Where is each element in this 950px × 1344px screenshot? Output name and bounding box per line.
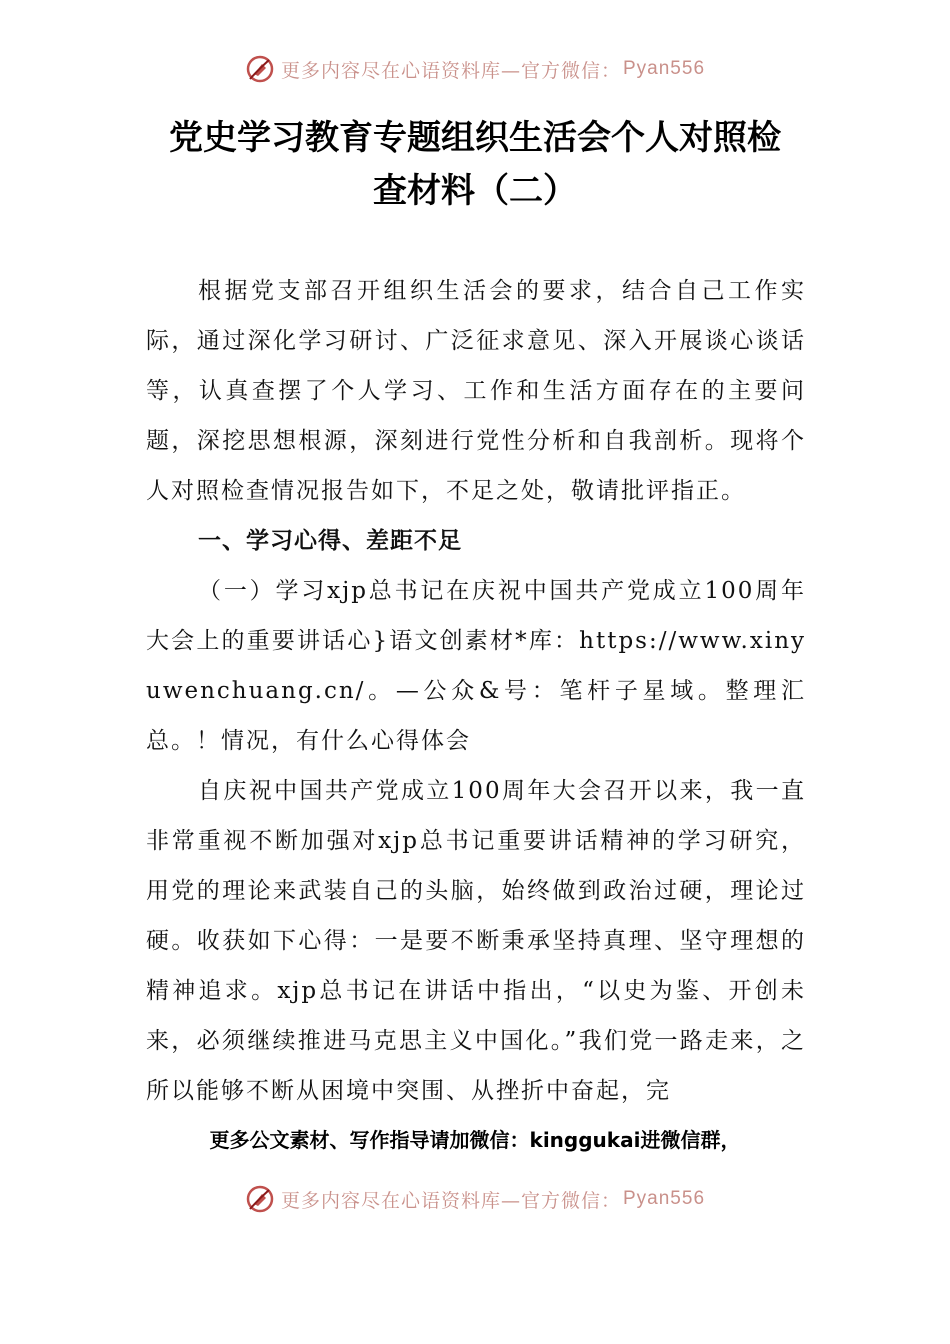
watermark-wechat-id: Pyan556 — [623, 58, 706, 79]
promo-banner: 更多公文素材、写作指导请加微信：kinggukai进微信群， — [209, 1128, 741, 1152]
watermark-wechat-id: Pyan556 — [623, 1188, 706, 1209]
watermark-header — [0, 54, 950, 84]
subsection-heading-1: （一）学习xjp总书记在庆祝中国共产党成立100周年大会上的重要讲话心}语文创素材*库：https://www.xinyuwenchuang.cn/。—公众&号：笔杆子星域。整理汇总。！情况，有什么心得体会 — [146, 578, 806, 754]
brand-logo-icon — [245, 54, 275, 84]
title-line-2: 查材料（二） — [373, 171, 577, 211]
brand-logo-icon — [245, 1184, 275, 1214]
watermark-text: 更多内容尽在心语资料库—官方微信： — [280, 59, 621, 82]
watermark-text: 更多内容尽在心语资料库—官方微信： — [280, 1189, 621, 1212]
document-body — [146, 266, 806, 1116]
intro-paragraph: 根据党支部召开组织生活会的要求，结合自己工作实际，通过深化学习研讨、广泛征求意见、深入开展谈心谈话等，认真查摆了个人学习、工作和生活方面存在的主要问题，深挖思想根源，深刻进行党性分析和自我剖析。现将个人对照检查情况报告如下，不足之处，敬请批评指正。 — [146, 278, 806, 504]
section-heading-1: 一、学习心得、差距不足 — [198, 528, 462, 554]
body-paragraph-2: 自庆祝中国共产党成立100周年大会召开以来，我一直非常重视不断加强对xjp总书记重要讲话精神的学习研究，用党的理论来武装自己的头脑，始终做到政治过硬，理论过硬。收获如下心得：一是要不断秉承坚持真理、坚守理想的精神追求。xjp总书记在讲话中指出，“以史为鉴、开创未来，必须继续推进马克思主义中国化。”我们党一路走来，之所以能够不断从困境中突围、从挫折中奋起，完 — [146, 778, 806, 1104]
watermark-footer — [0, 1184, 950, 1214]
document-title — [120, 112, 830, 218]
title-line-1: 党史学习教育专题组织生活会个人对照检 — [169, 118, 781, 158]
